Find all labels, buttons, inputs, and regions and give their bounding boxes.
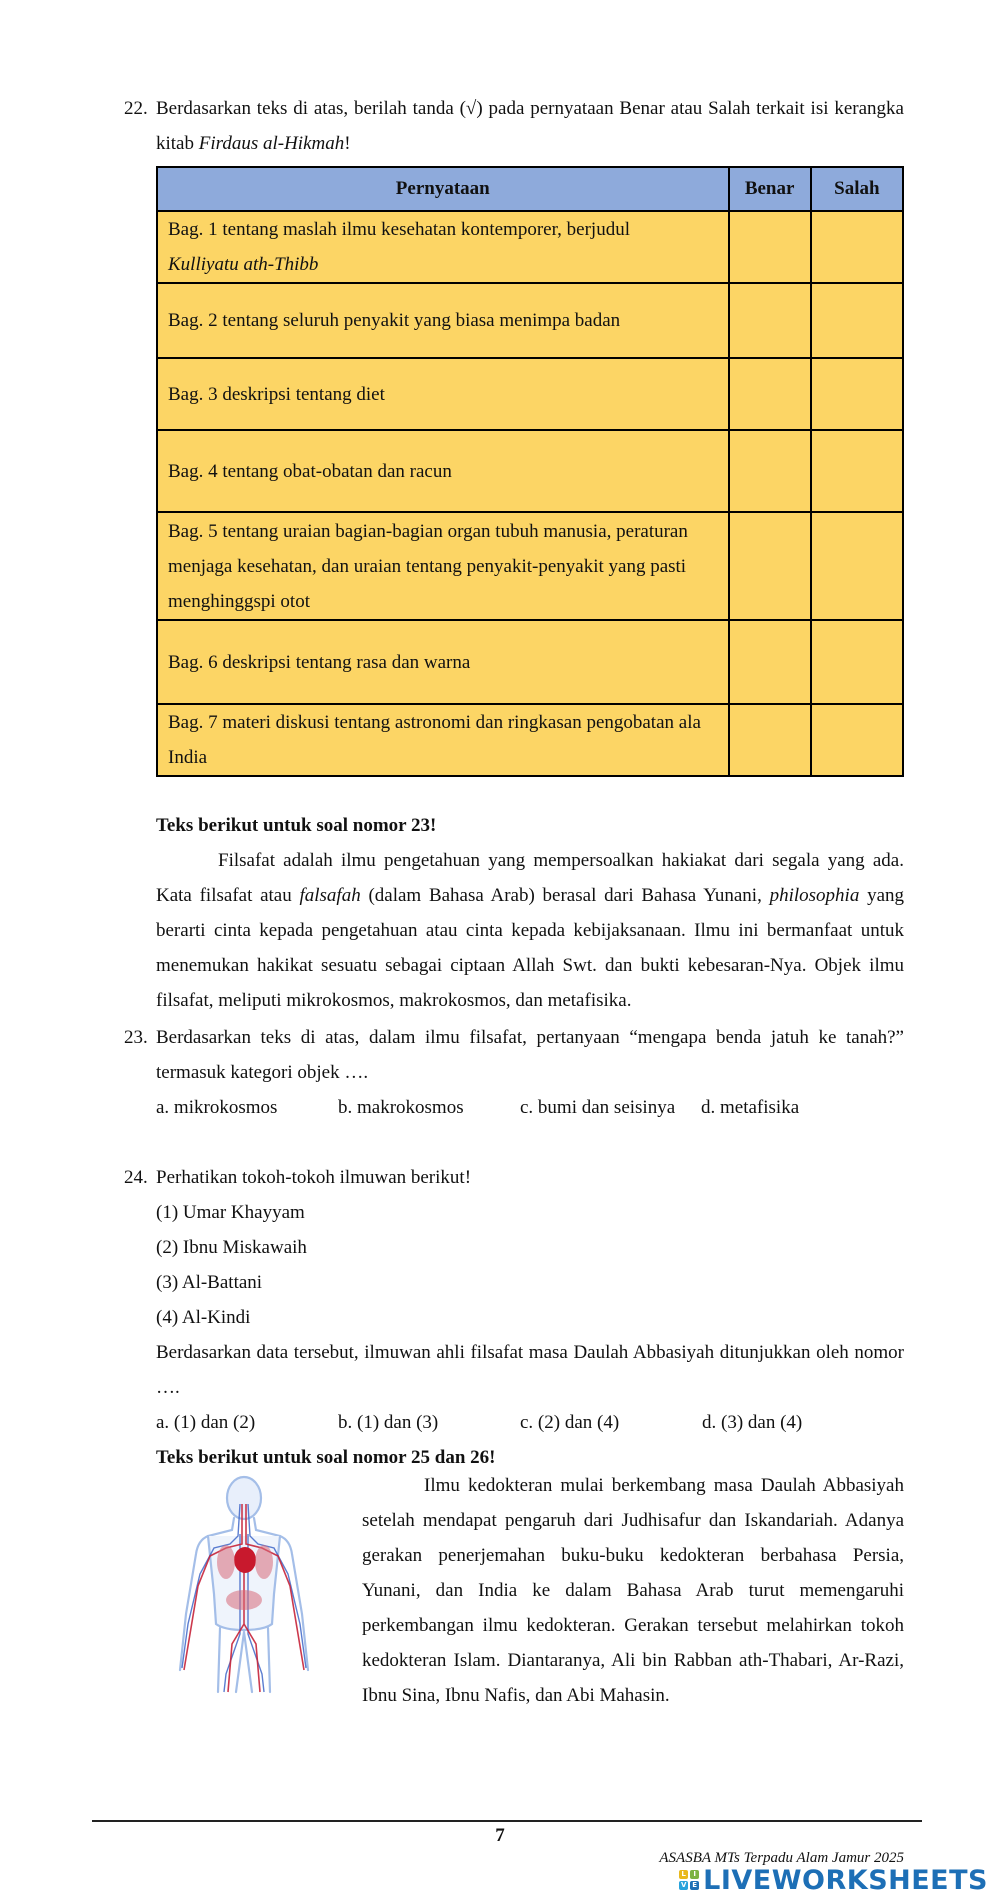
list-item: (3) Al-Battani [156,1272,263,1293]
false-checkbox-cell[interactable] [811,512,903,620]
list-item: (2) Ibnu Miskawaih [156,1237,307,1258]
statement-cell: Bag. 6 deskripsi tentang rasa dan warna [157,620,729,704]
option-c[interactable]: c. (2) dan (4) [520,1412,620,1433]
header-true: Benar [729,167,811,211]
header-false: Salah [811,167,903,211]
false-checkbox-cell[interactable] [811,620,903,704]
text-23-body: Filsafat adalah ilmu pengetahuan yang mempersoalkan hakiakat dari segala yang ada. Kata filsafat atau falsafah (dalam Bahasa Arab) berasal dari Bahasa Yunani, philosophia yang berarti cinta kepada pengetahuan atau cinta kepada kebijaksanaan. Ilmu ini bermanfaat untuk menemukan hakikat sesuatu sebagai ciptaan Allah Swt. dan bukti kebesaran-Nya. Objek ilmu filsafat, meliputi mikrokosmos, makrokosmos, dan metafisika. [156,850,904,1011]
question-23-options [156,1090,904,1125]
table-row [157,211,903,283]
circulatory-system-image [164,1474,324,1694]
true-false-table [156,166,904,777]
liveworksheets-text: LIVEWORKSHEETS [703,1864,988,1896]
statement-cell: Bag. 7 materi diskusi tentang astronomi dan ringkasan pengobatan ala India [157,704,729,776]
table-row [157,512,903,620]
question-intro: Perhatikan tokoh-tokoh ilmuwan berikut! [156,1167,472,1188]
true-checkbox-cell[interactable] [729,704,811,776]
table-row [157,620,903,704]
list-item: (1) Umar Khayyam [156,1202,305,1223]
heart-icon [234,1547,256,1573]
option-c[interactable]: c. bumi dan seisinya [520,1097,676,1118]
true-checkbox-cell[interactable] [729,620,811,704]
false-checkbox-cell[interactable] [811,430,903,512]
question-22 [124,91,904,161]
text-25-body: Ilmu kedokteran mulai berkembang masa Daulah Abbasiyah setelah mendapat pengaruh dari Judhisafur dan Iskandariah. Adanya gerakan penerjemahan buku-buku kedokteran berbahasa Persia, Yunani, dan India ke dalam Bahasa Arab turut memengaruhi perkembangan ilmu kedokteran. Gerakan tersebut melahirkan tokoh kedokteran Islam. Diantaranya, Ali bin Rabban ath-Thabari, Ar-Razi, Ibnu Sina, Ibnu Nafis, dan Abi Mahasin. [362,1475,904,1706]
option-a[interactable]: a. mikrokosmos [156,1097,278,1118]
true-checkbox-cell[interactable] [729,512,811,620]
scientist-list [156,1195,307,1335]
true-checkbox-cell[interactable] [729,358,811,430]
option-b[interactable]: b. makrokosmos [338,1097,464,1118]
question-number: 24. [124,1167,148,1188]
question-text: Berdasarkan teks di atas, dalam ilmu filsafat, pertanyaan “mengapa benda jatuh ke tanah?” termasuk kategori objek …. [156,1027,904,1083]
true-checkbox-cell[interactable] [729,211,811,283]
statement-cell: Bag. 5 tentang uraian bagian-bagian organ tubuh manusia, peraturan menjaga kesehatan, dan uraian tentang penyakit-penyakit yang pasti menghinggspi otot [157,512,729,620]
table-row [157,430,903,512]
false-checkbox-cell[interactable] [811,704,903,776]
statement-cell: Bag. 3 deskripsi tentang diet [157,358,729,430]
question-24 [124,1160,904,1195]
option-d[interactable]: d. (3) dan (4) [702,1412,803,1433]
footer-note: ASASBA MTs Terpadu Alam Jamur 2025 [659,1850,904,1866]
question-text: Berdasarkan teks di atas, berilah tanda (√) pada pernyataan Benar atau Salah terkait isi kerangka kitab Firdaus al-Hikmah! [156,98,904,154]
liveworksheets-logo[interactable] [679,1862,988,1898]
question-24-text: Berdasarkan data tersebut, ilmuwan ahli filsafat masa Daulah Abbasiyah ditunjukkan oleh nomor …. [156,1342,904,1398]
question-24-options [156,1405,904,1440]
statement-cell: Bag. 1 tentang maslah ilmu kesehatan kontemporer, berjudul Kulliyatu ath-Thibb [157,211,729,283]
option-b[interactable]: b. (1) dan (3) [338,1412,439,1433]
table-row [157,283,903,358]
statement-cell: Bag. 2 tentang seluruh penyakit yang biasa menimpa badan [157,283,729,358]
text-23-title: Teks berikut untuk soal nomor 23! [156,815,437,836]
false-checkbox-cell[interactable] [811,358,903,430]
true-checkbox-cell[interactable] [729,430,811,512]
table-row [157,704,903,776]
question-23 [124,1020,904,1090]
option-a[interactable]: a. (1) dan (2) [156,1412,256,1433]
header-statement: Pernyataan [157,167,729,211]
list-item: (4) Al-Kindi [156,1307,251,1328]
table-row [157,358,903,430]
liveworksheets-mark-icon: L I V E [679,1870,699,1890]
true-checkbox-cell[interactable] [729,283,811,358]
question-number: 23. [124,1027,148,1048]
false-checkbox-cell[interactable] [811,211,903,283]
table-header-row [157,167,903,211]
statement-cell: Bag. 4 tentang obat-obatan dan racun [157,430,729,512]
false-checkbox-cell[interactable] [811,283,903,358]
text-25-title: Teks berikut untuk soal nomor 25 dan 26! [156,1447,496,1468]
page-number: 7 [495,1825,505,1846]
option-d[interactable]: d. metafisika [701,1097,800,1118]
question-number: 22. [124,98,148,119]
